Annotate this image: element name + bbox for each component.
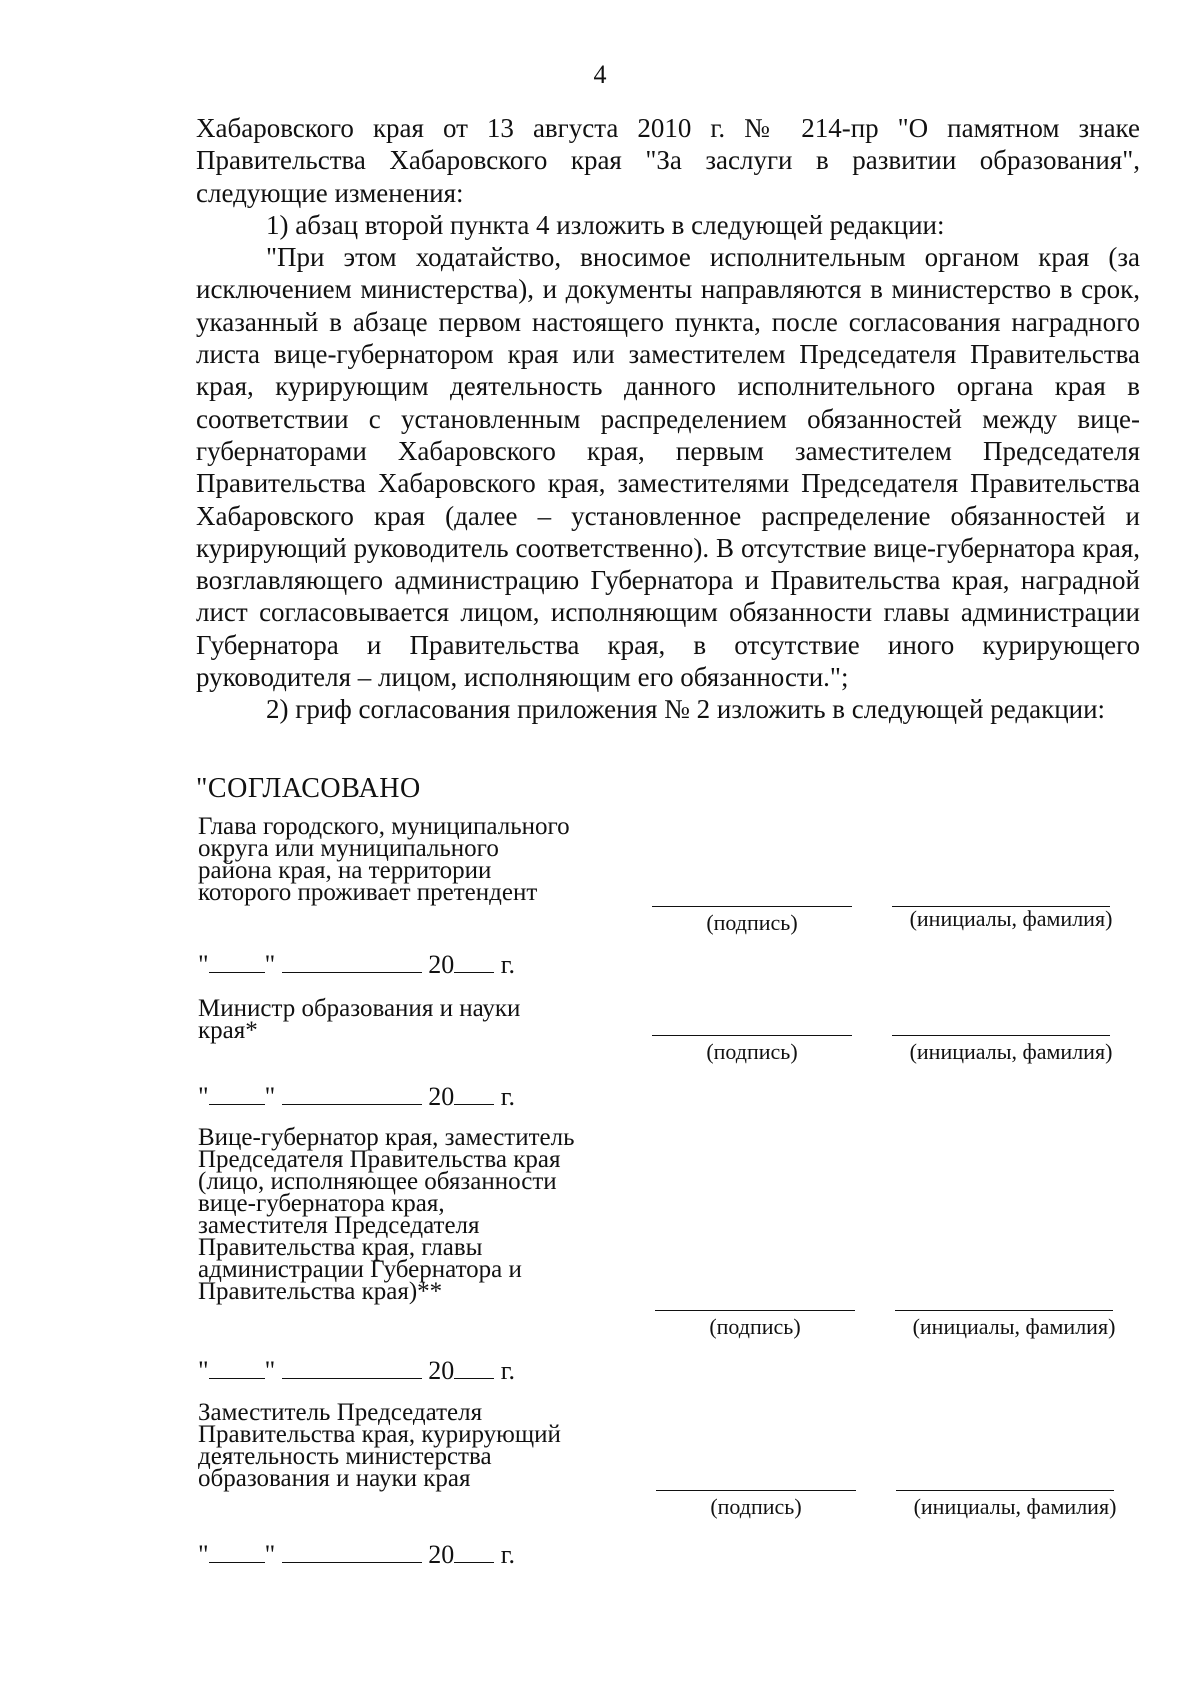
signature-caption: (подпись) — [706, 1039, 798, 1064]
approval-block-label: Глава городского, муниципального округа или муниципального района края, на территории которого проживает претендент — [198, 813, 570, 906]
paragraph-item-1: 1) абзац второй пункта 4 изложить в следующей редакции: — [266, 209, 945, 240]
name-caption: (инициалы, фамилия) — [909, 906, 1113, 931]
date-day-blank — [209, 1540, 265, 1563]
date-year-suffix: г. — [500, 950, 515, 979]
approval-block-label: Заместитель Председателя Правительства края, курирующий деятельность министерства образования и науки края — [198, 1399, 561, 1492]
signature-caption: (подпись) — [706, 910, 798, 935]
signature-caption: (подпись) — [709, 1314, 801, 1339]
name-caption: (инициалы, фамилия) — [912, 1314, 1116, 1339]
date-year-prefix: 20 — [428, 1082, 455, 1111]
name-line — [892, 1035, 1110, 1036]
date-day-blank — [209, 1082, 265, 1105]
name-caption: (инициалы, фамилия) — [913, 1494, 1117, 1519]
date-row: " " 20 г. — [198, 950, 515, 979]
approval-block-label: Министр образования и науки края* — [198, 995, 521, 1044]
name-line — [895, 1310, 1113, 1311]
date-year-blank — [454, 1540, 494, 1563]
paragraph-item-2: 2) гриф согласования приложения № 2 изложить в следующей редакции: — [266, 694, 1106, 725]
signature-line — [656, 1490, 856, 1491]
signature-line — [655, 1310, 855, 1311]
date-year-blank — [454, 950, 494, 973]
date-year-blank — [454, 1356, 494, 1379]
paragraph-quoted-text: "При этом ходатайство, вносимое исполнительным органом края (за исключением министерства), и документы направляются в министерство в срок, указанный в абзаце первом настоящего пункта, после согласования наградного листа вице-губернатором края или заместителем Председателя Правительства края, курирующим деятельность данного исполнительного органа края в соответствии с установленным распределением обязанностей между вице-губернаторами Хабаровского края, первым заместителем Председателя Правительства Хабаровского края, заместителями Председателя Правительства Хабаровского края (далее – установленное распределение обязанностей и курирующий руководитель соответственно). В отсутствие вице-губернатора края, возглавляющего администрацию Губернатора и Правительства края, наградной лист согласовывается лицом, исполняющим обязанности главы администрации Губернатора и Правительства края, в отсутствие иного курирующего руководителя – лицом, исполняющим его обязанности."; — [196, 242, 1140, 693]
date-row: " " 20 г. — [198, 1540, 515, 1569]
date-year-prefix: 20 — [428, 1540, 455, 1569]
signature-line — [652, 1035, 852, 1036]
date-year-suffix: г. — [500, 1356, 515, 1385]
date-month-blank — [282, 1540, 422, 1563]
date-month-blank — [282, 950, 422, 973]
date-month-blank — [282, 1082, 422, 1105]
date-year-blank — [454, 1082, 494, 1105]
date-year-prefix: 20 — [428, 1356, 455, 1385]
agreed-heading: "СОГЛАСОВАНО — [196, 773, 421, 804]
date-day-blank — [209, 1356, 265, 1379]
page-number: 4 — [593, 60, 607, 89]
signature-caption: (подпись) — [710, 1494, 802, 1519]
date-row: " " 20 г. — [198, 1356, 515, 1385]
date-month-blank — [282, 1356, 422, 1379]
date-year-prefix: 20 — [428, 950, 455, 979]
date-year-suffix: г. — [500, 1082, 515, 1111]
signature-line — [652, 906, 852, 907]
name-line — [896, 1490, 1114, 1491]
approval-block-label: Вице-губернатор края, заместитель Председателя Правительства края (лицо, исполняющее обязанности вице-губернатора края, заместителя Председателя Правительства края, главы администрации Губернатора и Правительства края)** — [198, 1124, 575, 1305]
body-text — [196, 112, 1140, 726]
paragraph-intro: Хабаровского края от 13 августа 2010 г. № 214-пр "О памятном знаке Правительства Хабаровского края "За заслуги в развитии образования", следующие изменения: — [196, 113, 1140, 208]
date-row: " " 20 г. — [198, 1082, 515, 1111]
name-caption: (инициалы, фамилия) — [909, 1039, 1113, 1064]
date-day-blank — [209, 950, 265, 973]
date-year-suffix: г. — [500, 1540, 515, 1569]
